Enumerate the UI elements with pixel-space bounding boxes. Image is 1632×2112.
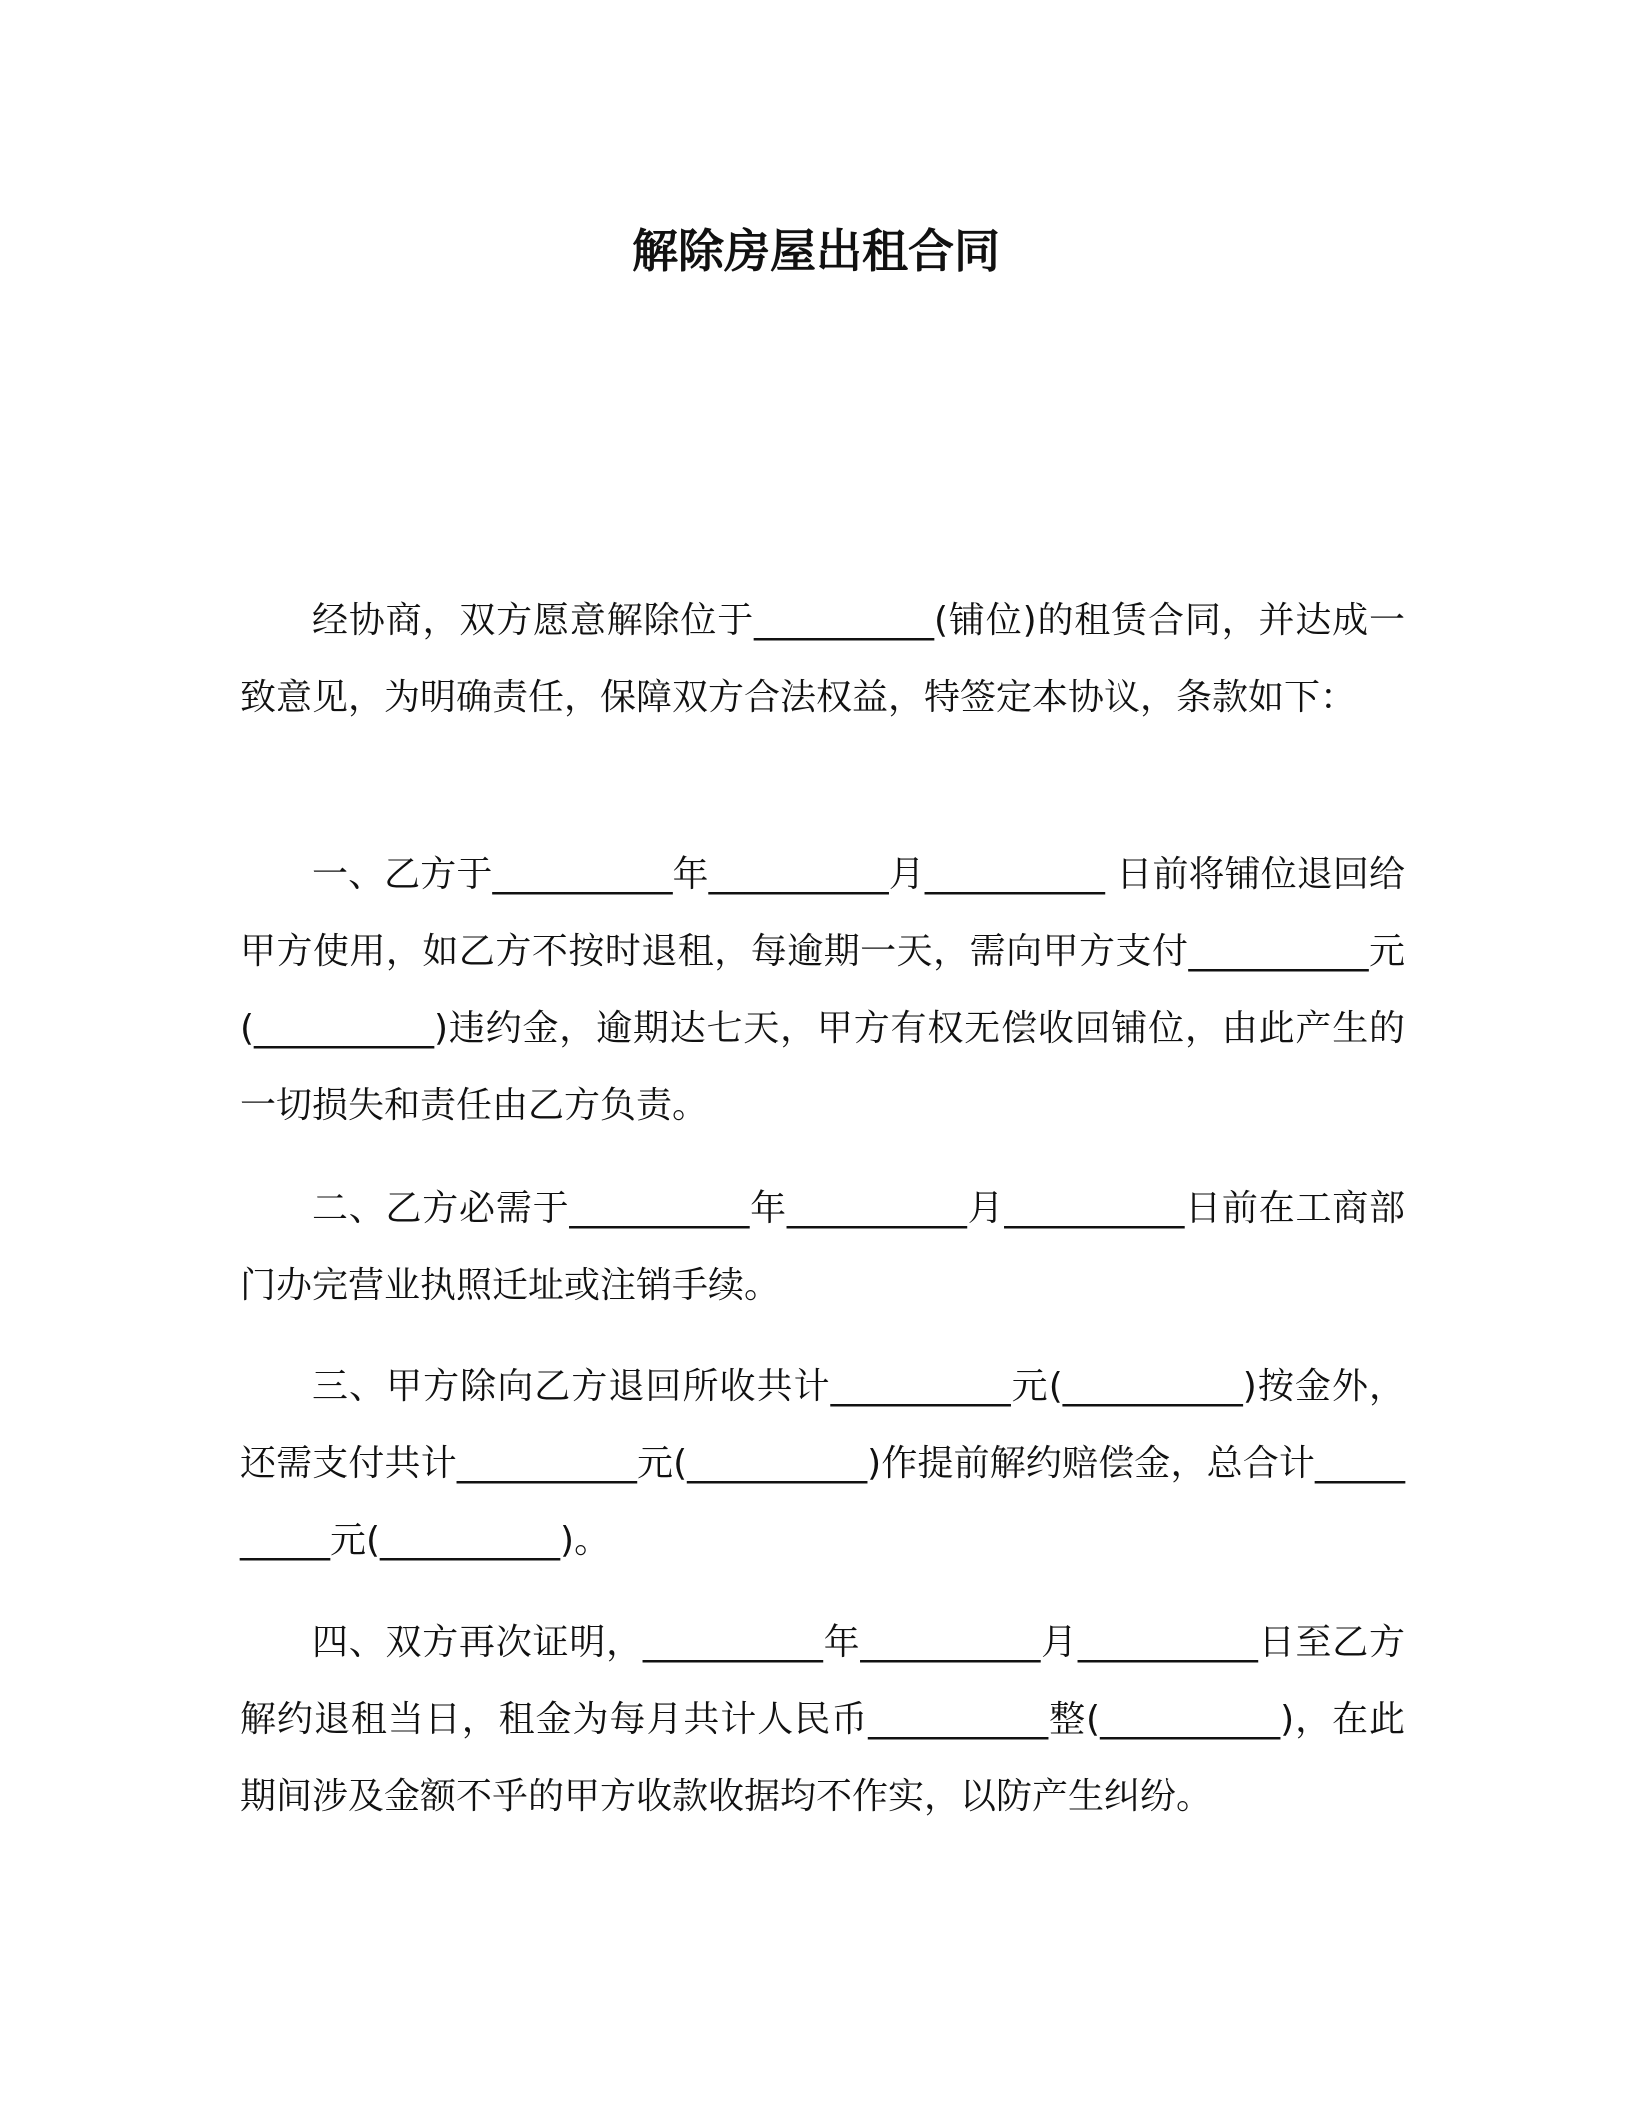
paragraph-clause-2: 二、乙方必需于__________年__________月__________日前在工商部门办完营业执照迁址或注销手续。 [240,1188,1405,1306]
document-title: 解除房屋出租合同 [632,224,1000,278]
paragraph-clause-3: 三、甲方除向乙方退回所收共计__________元(__________)按金外，还需支付共计__________元(__________)作提前解约赔偿金，总合计__________元(__________)。 [240,1366,1405,1561]
paragraph-intro: 经协商，双方愿意解除位于__________(铺位)的租赁合同，并达成一致意见，为明确责任，保障双方合法权益，特签定本协议，条款如下： [240,600,1405,718]
paragraph-clause-4: 四、双方再次证明，__________年__________月__________日至乙方解约退租当日，租金为每月共计人民币__________整(__________)，在此期间涉及金额不乎的甲方收款收据均不作实，以防产生纠纷。 [240,1622,1405,1817]
paragraph-clause-1: 一、乙方于__________年__________月__________ 日前将铺位退回给甲方使用，如乙方不按时退租，每逾期一天，需向甲方支付__________元(__________)违约金，逾期达七天，甲方有权无偿收回铺位，由此产生的一切损失和责任由乙方负责。 [240,854,1405,1126]
